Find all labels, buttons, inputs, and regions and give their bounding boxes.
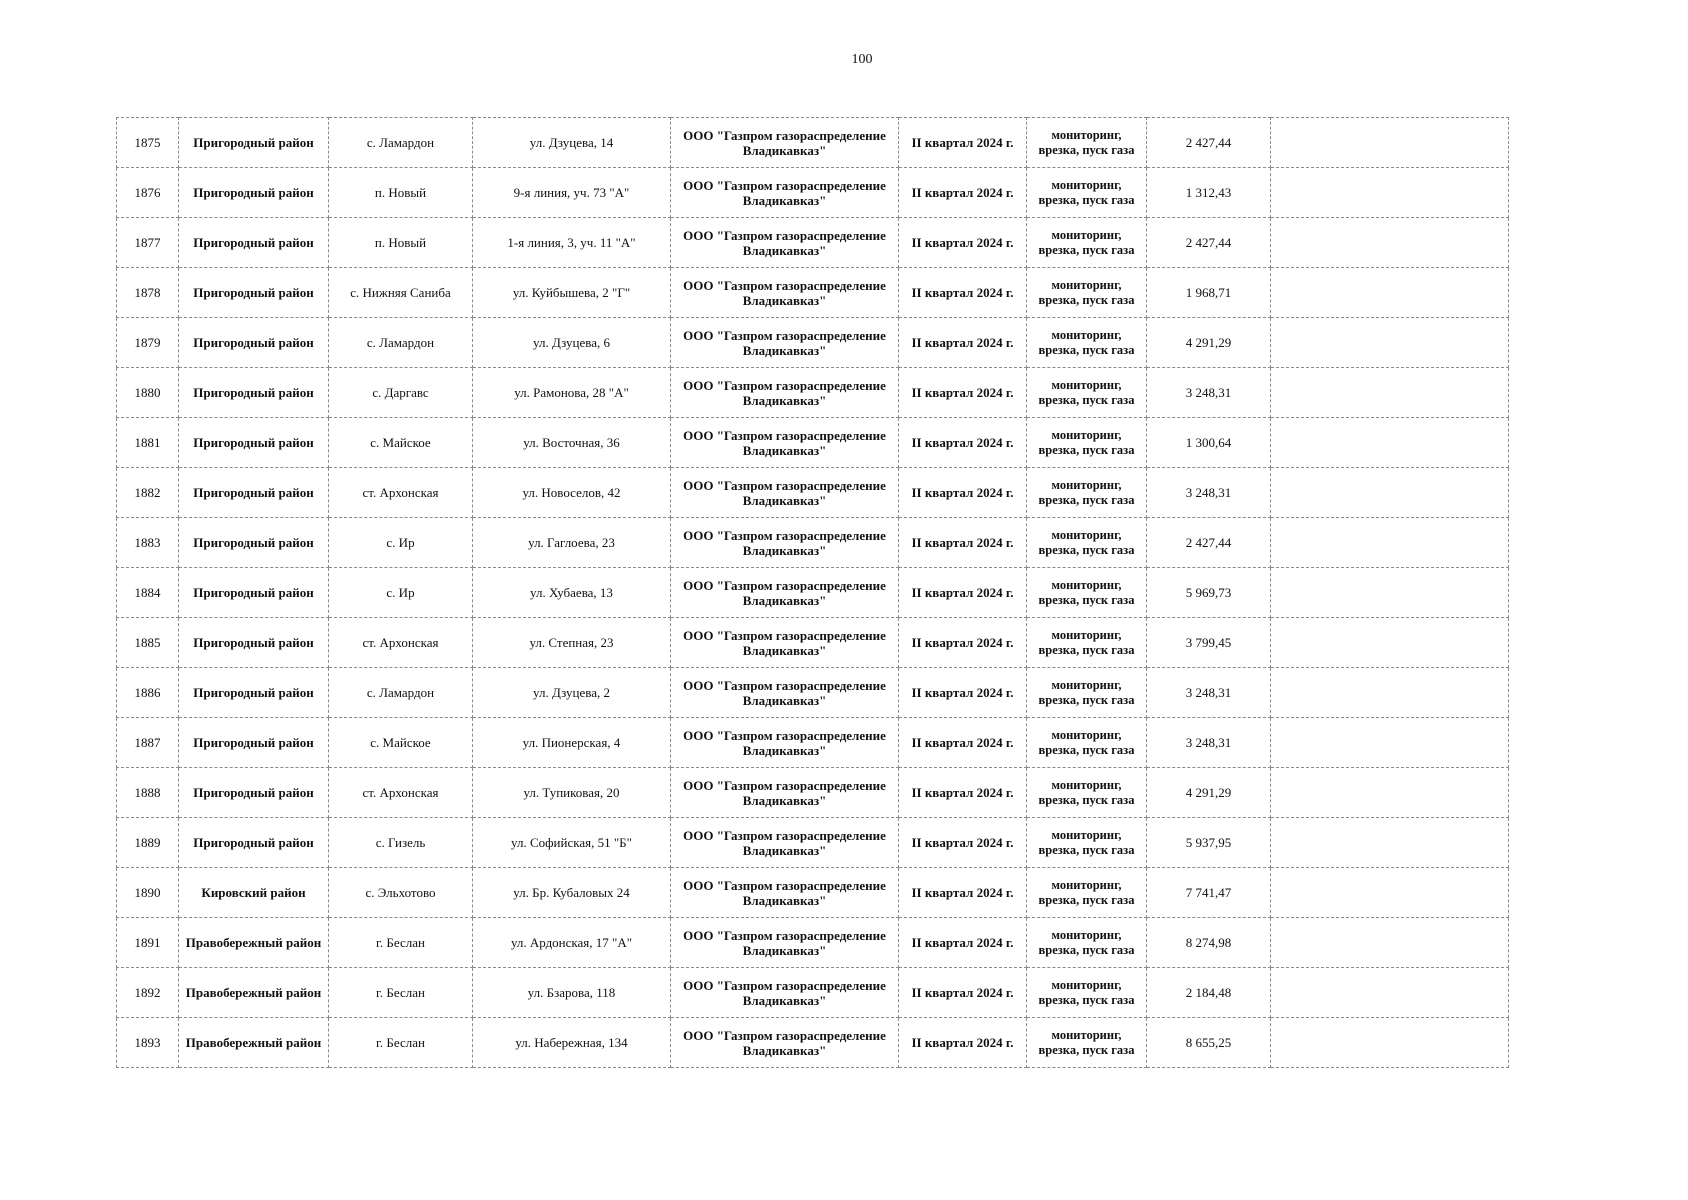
district-cell: Пригородный район bbox=[179, 168, 329, 218]
period-cell: II квартал 2024 г. bbox=[899, 768, 1027, 818]
organization-cell: ООО "Газпром газораспределение Владикавказ" bbox=[671, 468, 899, 518]
amount-cell: 2 427,44 bbox=[1147, 218, 1271, 268]
amount-cell: 1 300,64 bbox=[1147, 418, 1271, 468]
empty-cell bbox=[1271, 968, 1509, 1018]
work-type-cell: мониторинг, врезка, пуск газа bbox=[1027, 268, 1147, 318]
district-cell: Пригородный район bbox=[179, 618, 329, 668]
empty-cell bbox=[1271, 218, 1509, 268]
table-row bbox=[117, 618, 1509, 668]
row-number-cell: 1881 bbox=[117, 418, 179, 468]
table-row bbox=[117, 468, 1509, 518]
period-cell: II квартал 2024 г. bbox=[899, 868, 1027, 918]
work-type-cell: мониторинг, врезка, пуск газа bbox=[1027, 118, 1147, 168]
settlement-cell: ст. Архонская bbox=[329, 468, 473, 518]
empty-cell bbox=[1271, 568, 1509, 618]
table-row bbox=[117, 418, 1509, 468]
settlement-cell: с. Эльхотово bbox=[329, 868, 473, 918]
table-row bbox=[117, 168, 1509, 218]
district-cell: Правобережный район bbox=[179, 968, 329, 1018]
amount-cell: 3 248,31 bbox=[1147, 468, 1271, 518]
table-row bbox=[117, 868, 1509, 918]
row-number-cell: 1877 bbox=[117, 218, 179, 268]
settlement-cell: с. Нижняя Саниба bbox=[329, 268, 473, 318]
period-cell: II квартал 2024 г. bbox=[899, 968, 1027, 1018]
period-cell: II квартал 2024 г. bbox=[899, 318, 1027, 368]
address-cell: ул. Дзуцева, 6 bbox=[473, 318, 671, 368]
organization-cell: ООО "Газпром газораспределение Владикавказ" bbox=[671, 768, 899, 818]
organization-cell: ООО "Газпром газораспределение Владикавказ" bbox=[671, 618, 899, 668]
district-cell: Правобережный район bbox=[179, 918, 329, 968]
work-type-cell: мониторинг, врезка, пуск газа bbox=[1027, 368, 1147, 418]
settlement-cell: с. Ир bbox=[329, 568, 473, 618]
row-number-cell: 1888 bbox=[117, 768, 179, 818]
address-cell: ул. Тупиковая, 20 bbox=[473, 768, 671, 818]
organization-cell: ООО "Газпром газораспределение Владикавказ" bbox=[671, 418, 899, 468]
settlement-cell: с. Гизель bbox=[329, 818, 473, 868]
work-type-cell: мониторинг, врезка, пуск газа bbox=[1027, 618, 1147, 668]
settlement-cell: с. Ламардон bbox=[329, 318, 473, 368]
row-number-cell: 1886 bbox=[117, 668, 179, 718]
row-number-cell: 1887 bbox=[117, 718, 179, 768]
organization-cell: ООО "Газпром газораспределение Владикавказ" bbox=[671, 918, 899, 968]
period-cell: II квартал 2024 г. bbox=[899, 518, 1027, 568]
address-cell: ул. Пионерская, 4 bbox=[473, 718, 671, 768]
amount-cell: 2 184,48 bbox=[1147, 968, 1271, 1018]
organization-cell: ООО "Газпром газораспределение Владикавказ" bbox=[671, 518, 899, 568]
row-number-cell: 1890 bbox=[117, 868, 179, 918]
district-cell: Кировский район bbox=[179, 868, 329, 918]
address-cell: ул. Степная, 23 bbox=[473, 618, 671, 668]
period-cell: II квартал 2024 г. bbox=[899, 368, 1027, 418]
period-cell: II квартал 2024 г. bbox=[899, 818, 1027, 868]
period-cell: II квартал 2024 г. bbox=[899, 618, 1027, 668]
work-type-cell: мониторинг, врезка, пуск газа bbox=[1027, 668, 1147, 718]
district-cell: Пригородный район bbox=[179, 418, 329, 468]
organization-cell: ООО "Газпром газораспределение Владикавказ" bbox=[671, 368, 899, 418]
empty-cell bbox=[1271, 168, 1509, 218]
address-cell: ул. Рамонова, 28 "А" bbox=[473, 368, 671, 418]
table-row bbox=[117, 1018, 1509, 1068]
row-number-cell: 1876 bbox=[117, 168, 179, 218]
row-number-cell: 1884 bbox=[117, 568, 179, 618]
amount-cell: 3 248,31 bbox=[1147, 368, 1271, 418]
settlement-cell: п. Новый bbox=[329, 168, 473, 218]
district-cell: Пригородный район bbox=[179, 818, 329, 868]
period-cell: II квартал 2024 г. bbox=[899, 418, 1027, 468]
amount-cell: 2 427,44 bbox=[1147, 118, 1271, 168]
work-type-cell: мониторинг, врезка, пуск газа bbox=[1027, 468, 1147, 518]
period-cell: II квартал 2024 г. bbox=[899, 468, 1027, 518]
district-cell: Пригородный район bbox=[179, 568, 329, 618]
row-number-cell: 1892 bbox=[117, 968, 179, 1018]
table-body bbox=[117, 118, 1509, 1068]
settlement-cell: ст. Архонская bbox=[329, 768, 473, 818]
table-row bbox=[117, 718, 1509, 768]
row-number-cell: 1875 bbox=[117, 118, 179, 168]
amount-cell: 5 937,95 bbox=[1147, 818, 1271, 868]
period-cell: II квартал 2024 г. bbox=[899, 918, 1027, 968]
document-table-container bbox=[116, 117, 1508, 1068]
amount-cell: 1 968,71 bbox=[1147, 268, 1271, 318]
row-number-cell: 1880 bbox=[117, 368, 179, 418]
address-cell: ул. Софийская, 51 "Б" bbox=[473, 818, 671, 868]
work-type-cell: мониторинг, врезка, пуск газа bbox=[1027, 518, 1147, 568]
empty-cell bbox=[1271, 668, 1509, 718]
amount-cell: 7 741,47 bbox=[1147, 868, 1271, 918]
district-cell: Пригородный район bbox=[179, 668, 329, 718]
work-type-cell: мониторинг, врезка, пуск газа bbox=[1027, 218, 1147, 268]
row-number-cell: 1878 bbox=[117, 268, 179, 318]
address-cell: ул. Хубаева, 13 bbox=[473, 568, 671, 618]
organization-cell: ООО "Газпром газораспределение Владикавказ" bbox=[671, 218, 899, 268]
address-cell: ул. Бр. Кубаловых 24 bbox=[473, 868, 671, 918]
period-cell: II квартал 2024 г. bbox=[899, 118, 1027, 168]
address-cell: ул. Новоселов, 42 bbox=[473, 468, 671, 518]
amount-cell: 3 799,45 bbox=[1147, 618, 1271, 668]
empty-cell bbox=[1271, 768, 1509, 818]
settlement-cell: с. Майское bbox=[329, 418, 473, 468]
amount-cell: 5 969,73 bbox=[1147, 568, 1271, 618]
work-type-cell: мониторинг, врезка, пуск газа bbox=[1027, 168, 1147, 218]
row-number-cell: 1891 bbox=[117, 918, 179, 968]
address-cell: ул. Ардонская, 17 "А" bbox=[473, 918, 671, 968]
table-row bbox=[117, 118, 1509, 168]
empty-cell bbox=[1271, 1018, 1509, 1068]
district-cell: Пригородный район bbox=[179, 468, 329, 518]
organization-cell: ООО "Газпром газораспределение Владикавказ" bbox=[671, 168, 899, 218]
settlement-cell: с. Даргавс bbox=[329, 368, 473, 418]
empty-cell bbox=[1271, 868, 1509, 918]
district-cell: Пригородный район bbox=[179, 518, 329, 568]
district-cell: Пригородный район bbox=[179, 268, 329, 318]
organization-cell: ООО "Газпром газораспределение Владикавказ" bbox=[671, 1018, 899, 1068]
amount-cell: 3 248,31 bbox=[1147, 718, 1271, 768]
settlement-cell: г. Беслан bbox=[329, 968, 473, 1018]
address-cell: ул. Гаглоева, 23 bbox=[473, 518, 671, 568]
table-row bbox=[117, 968, 1509, 1018]
organization-cell: ООО "Газпром газораспределение Владикавказ" bbox=[671, 818, 899, 868]
work-type-cell: мониторинг, врезка, пуск газа bbox=[1027, 768, 1147, 818]
work-type-cell: мониторинг, врезка, пуск газа bbox=[1027, 318, 1147, 368]
empty-cell bbox=[1271, 468, 1509, 518]
table-row bbox=[117, 518, 1509, 568]
organization-cell: ООО "Газпром газораспределение Владикавказ" bbox=[671, 668, 899, 718]
empty-cell bbox=[1271, 318, 1509, 368]
row-number-cell: 1889 bbox=[117, 818, 179, 868]
table-row bbox=[117, 818, 1509, 868]
amount-cell: 1 312,43 bbox=[1147, 168, 1271, 218]
empty-cell bbox=[1271, 518, 1509, 568]
district-cell: Пригородный район bbox=[179, 218, 329, 268]
row-number-cell: 1885 bbox=[117, 618, 179, 668]
table-row bbox=[117, 268, 1509, 318]
table-row bbox=[117, 768, 1509, 818]
period-cell: II квартал 2024 г. bbox=[899, 168, 1027, 218]
empty-cell bbox=[1271, 418, 1509, 468]
row-number-cell: 1882 bbox=[117, 468, 179, 518]
address-cell: 9-я линия, уч. 73 "А" bbox=[473, 168, 671, 218]
table-row bbox=[117, 368, 1509, 418]
amount-cell: 4 291,29 bbox=[1147, 768, 1271, 818]
settlement-cell: ст. Архонская bbox=[329, 618, 473, 668]
organization-cell: ООО "Газпром газораспределение Владикавказ" bbox=[671, 718, 899, 768]
district-cell: Пригородный район bbox=[179, 118, 329, 168]
district-cell: Пригородный район bbox=[179, 368, 329, 418]
amount-cell: 2 427,44 bbox=[1147, 518, 1271, 568]
work-type-cell: мониторинг, врезка, пуск газа bbox=[1027, 818, 1147, 868]
address-cell: ул. Дзуцева, 14 bbox=[473, 118, 671, 168]
empty-cell bbox=[1271, 368, 1509, 418]
row-number-cell: 1893 bbox=[117, 1018, 179, 1068]
district-cell: Пригородный район bbox=[179, 768, 329, 818]
organization-cell: ООО "Газпром газораспределение Владикавказ" bbox=[671, 868, 899, 918]
organization-cell: ООО "Газпром газораспределение Владикавказ" bbox=[671, 968, 899, 1018]
address-cell: ул. Набережная, 134 bbox=[473, 1018, 671, 1068]
row-number-cell: 1883 bbox=[117, 518, 179, 568]
settlement-cell: с. Майское bbox=[329, 718, 473, 768]
settlement-cell: с. Ламардон bbox=[329, 668, 473, 718]
work-type-cell: мониторинг, врезка, пуск газа bbox=[1027, 568, 1147, 618]
address-cell: ул. Дзуцева, 2 bbox=[473, 668, 671, 718]
settlement-cell: г. Беслан bbox=[329, 1018, 473, 1068]
empty-cell bbox=[1271, 618, 1509, 668]
period-cell: II квартал 2024 г. bbox=[899, 568, 1027, 618]
empty-cell bbox=[1271, 718, 1509, 768]
work-type-cell: мониторинг, врезка, пуск газа bbox=[1027, 718, 1147, 768]
document-table bbox=[116, 117, 1509, 1068]
address-cell: 1-я линия, 3, уч. 11 "А" bbox=[473, 218, 671, 268]
row-number-cell: 1879 bbox=[117, 318, 179, 368]
district-cell: Пригородный район bbox=[179, 718, 329, 768]
organization-cell: ООО "Газпром газораспределение Владикавказ" bbox=[671, 568, 899, 618]
period-cell: II квартал 2024 г. bbox=[899, 718, 1027, 768]
page-number: 100 bbox=[851, 52, 873, 67]
work-type-cell: мониторинг, врезка, пуск газа bbox=[1027, 918, 1147, 968]
amount-cell: 8 274,98 bbox=[1147, 918, 1271, 968]
settlement-cell: г. Беслан bbox=[329, 918, 473, 968]
organization-cell: ООО "Газпром газораспределение Владикавказ" bbox=[671, 318, 899, 368]
table-row bbox=[117, 668, 1509, 718]
district-cell: Правобережный район bbox=[179, 1018, 329, 1068]
work-type-cell: мониторинг, врезка, пуск газа bbox=[1027, 968, 1147, 1018]
address-cell: ул. Бзарова, 118 bbox=[473, 968, 671, 1018]
organization-cell: ООО "Газпром газораспределение Владикавказ" bbox=[671, 268, 899, 318]
address-cell: ул. Восточная, 36 bbox=[473, 418, 671, 468]
organization-cell: ООО "Газпром газораспределение Владикавказ" bbox=[671, 118, 899, 168]
table-row bbox=[117, 318, 1509, 368]
amount-cell: 8 655,25 bbox=[1147, 1018, 1271, 1068]
empty-cell bbox=[1271, 818, 1509, 868]
table-row bbox=[117, 218, 1509, 268]
period-cell: II квартал 2024 г. bbox=[899, 1018, 1027, 1068]
amount-cell: 3 248,31 bbox=[1147, 668, 1271, 718]
settlement-cell: п. Новый bbox=[329, 218, 473, 268]
table-row bbox=[117, 568, 1509, 618]
empty-cell bbox=[1271, 918, 1509, 968]
period-cell: II квартал 2024 г. bbox=[899, 268, 1027, 318]
work-type-cell: мониторинг, врезка, пуск газа bbox=[1027, 868, 1147, 918]
empty-cell bbox=[1271, 118, 1509, 168]
empty-cell bbox=[1271, 268, 1509, 318]
address-cell: ул. Куйбышева, 2 "Г" bbox=[473, 268, 671, 318]
period-cell: II квартал 2024 г. bbox=[899, 668, 1027, 718]
period-cell: II квартал 2024 г. bbox=[899, 218, 1027, 268]
work-type-cell: мониторинг, врезка, пуск газа bbox=[1027, 418, 1147, 468]
amount-cell: 4 291,29 bbox=[1147, 318, 1271, 368]
work-type-cell: мониторинг, врезка, пуск газа bbox=[1027, 1018, 1147, 1068]
district-cell: Пригородный район bbox=[179, 318, 329, 368]
settlement-cell: с. Ламардон bbox=[329, 118, 473, 168]
table-row bbox=[117, 918, 1509, 968]
settlement-cell: с. Ир bbox=[329, 518, 473, 568]
